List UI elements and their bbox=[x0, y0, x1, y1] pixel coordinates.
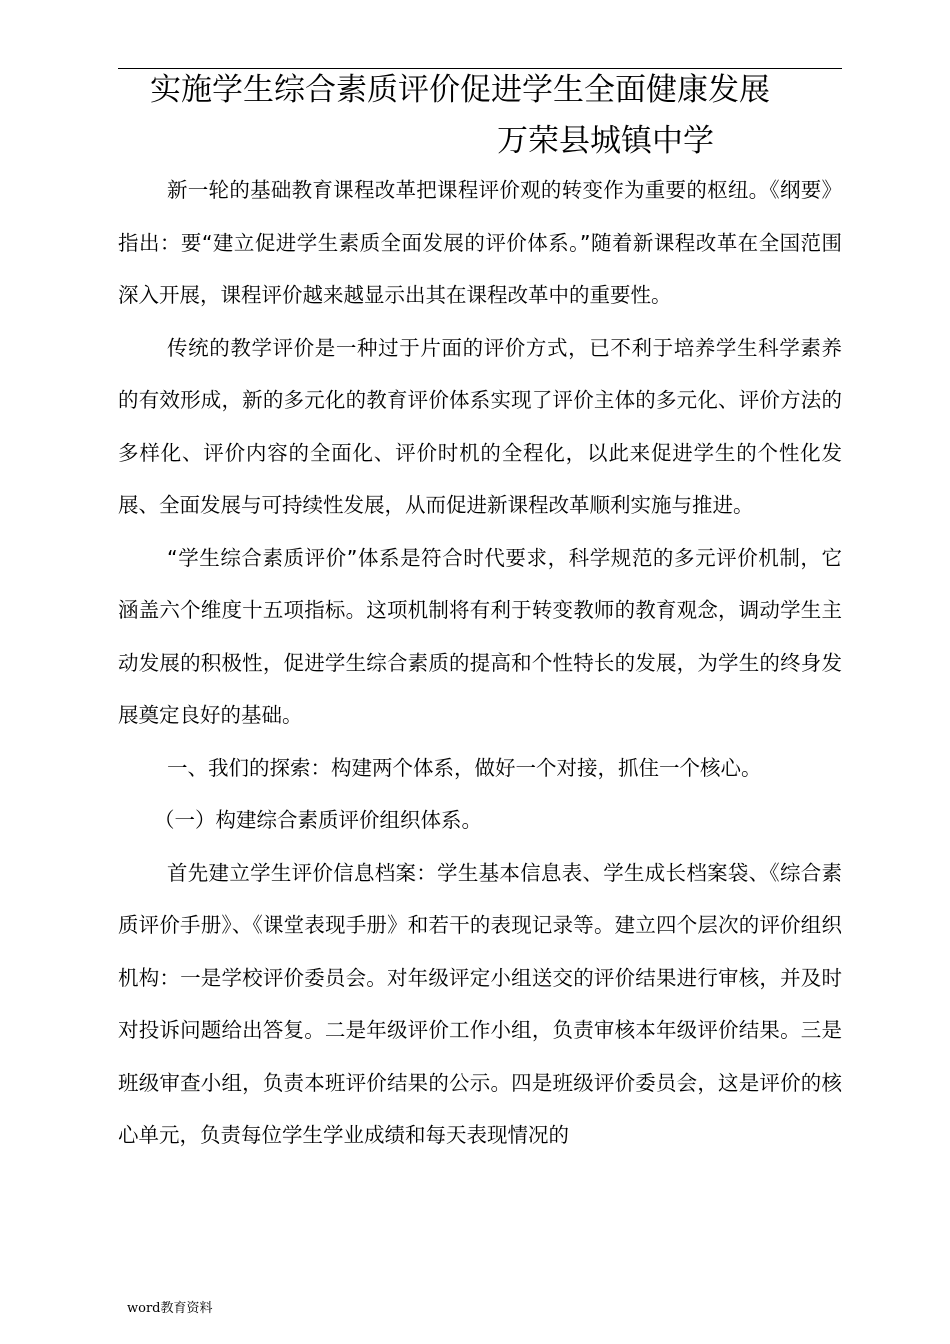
section-heading: 一、我们的探索：构建两个体系，做好一个对接，抓住一个核心。 bbox=[167, 755, 762, 780]
paragraph-archive: 首先建立学生评价信息档案：学生基本信息表、学生成长档案袋、《综合素质评价手册》、《课堂表现手册》和若干的表现记录等。建立四个层次的评价组织机构：一是学校评价委员会。对年级评定小组送交的评价结果进行审核，并及时对投诉问题给出答复。二是年级评价工作小组，负责审核本年级评价结果。三是班级审查小组，负责本班评价结果的公示。四是班级评价委员会，这是评价的核心单元，负责每位学生学业成绩和每天表现情况的 bbox=[118, 860, 842, 1147]
subsection-heading: （一）构建综合素质评价组织体系。 bbox=[154, 808, 482, 832]
paragraph-traditional-evaluation: 传统的教学评价是一种过于片面的评价方式，已不利于培养学生科学素养的有效形成，新的多元化的教育评价体系实现了评价主体的多元化、评价方法的多样化、评价内容的全面化、评价时机的全程化，以此来促进学生的个性化发展、全面发展与可持续性发展，从而促进新课程改革顺利实施与推进。 bbox=[118, 335, 842, 517]
body-text bbox=[118, 164, 842, 1162]
paragraph-evaluation-system: “学生综合素质评价”体系是符合时代要求，科学规范的多元评价机制，它涵盖六个维度十五项指标。这项机制将有利于转变教师的教育观念，调动学生主动发展的积极性，促进学生综合素质的提高和个性特长的发展，为学生的终身发展奠定良好的基础。 bbox=[118, 545, 842, 727]
paragraph-intro: 新一轮的基础教育课程改革把课程评价观的转变作为重要的枢纽。《纲要》指出：要“建立促进学生素质全面发展的评价体系。”随着新课程改革在全国范围深入开展，课程评价越来越显示出其在课程改革中的重要性。 bbox=[118, 178, 842, 307]
school-name: 万荣县城镇中学 bbox=[497, 123, 714, 159]
footer-label: word教育资料 bbox=[127, 1301, 213, 1316]
document-title: 实施学生综合素质评价促进学生全面健康发展 bbox=[150, 72, 770, 108]
top-rule bbox=[118, 68, 842, 69]
